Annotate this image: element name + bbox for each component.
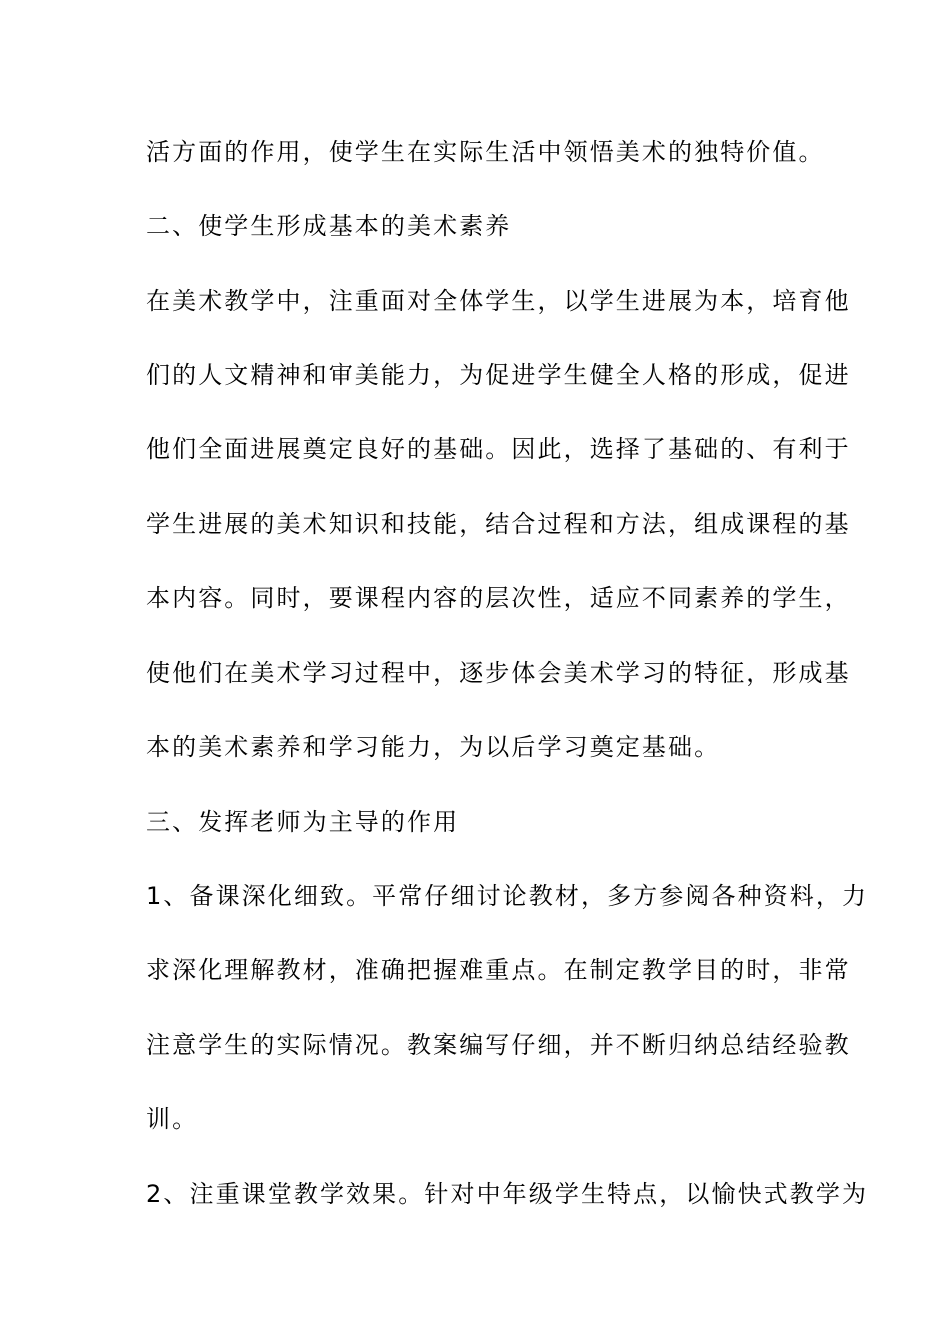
text-line: 他们全面进展奠定良好的基础。因此，选择了基础的、有利于 (146, 435, 851, 463)
text-line: 训。 (146, 1105, 199, 1133)
text-line: 求深化理解教材，准确把握难重点。在制定教学目的时，非常 (146, 956, 851, 984)
text-line: 们的人文精神和审美能力，为促进学生健全人格的形成，促进 (146, 361, 851, 389)
text-line: 本的美术素养和学习能力，为以后学习奠定基础。 (146, 733, 721, 761)
text-line: 使他们在美术学习过程中，逐步体会美术学习的特征，形成基 (146, 659, 851, 687)
section-heading: 二、使学生形成基本的美术素养 (146, 212, 512, 240)
text-line: 1、备课深化细致。平常仔细讨论教材，多方参阅各种资料，力 (146, 882, 869, 910)
text-line: 学生进展的美术知识和技能，结合过程和方法，组成课程的基 (146, 510, 851, 538)
text-line: 在美术教学中，注重面对全体学生，以学生进展为本，培育他 (146, 287, 851, 315)
section-heading: 三、发挥老师为主导的作用 (146, 808, 460, 836)
text-line: 注意学生的实际情况。教案编写仔细，并不断归纳总结经验教 (146, 1031, 851, 1059)
text-line: 活方面的作用，使学生在实际生活中领悟美术的独特价值。 (146, 138, 825, 166)
text-line: 本内容。同时，要课程内容的层次性，适应不同素养的学生， (146, 584, 851, 612)
text-line: 2、注重课堂教学效果。针对中年级学生特点，以愉快式教学为 (146, 1180, 869, 1208)
